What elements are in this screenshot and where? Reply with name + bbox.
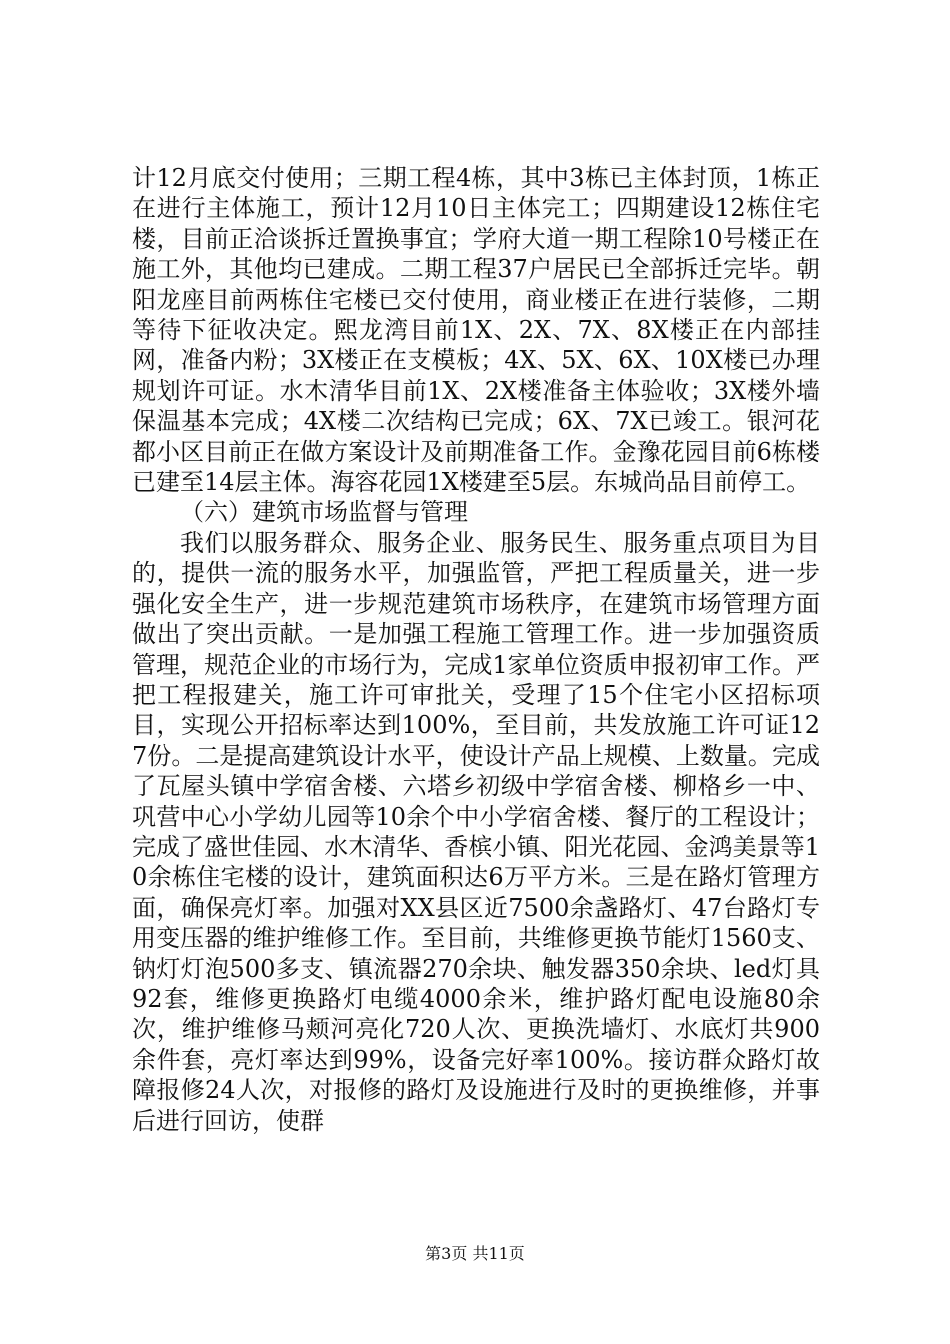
document-body (132, 163, 820, 1136)
page-number-label: 第3页 共11页 (425, 1244, 525, 1263)
paragraph-body: 我们以服务群众、服务企业、服务民生、服务重点项目为目的，提供一流的服务水平，加强监管，严把工程质量关，进一步强化安全生产，进一步规范建筑市场秩序，在建筑市场管理方面做出了突出贡献。一是加强工程施工管理工作。进一步加强资质管理，规范企业的市场行为，完成1家单位资质申报初审工作。严把工程报建关，施工许可审批关，受理了15个住宅小区招标项目，实现公开招标率达到100%，至目前，共发放施工许可证127份。二是提高建筑设计水平，使设计产品上规模、上数量。完成了瓦屋头镇中学宿舍楼、六塔乡初级中学宿舍楼、柳格乡一中、巩营中心小学幼儿园等10余个中小学宿舍楼、餐厅的工程设计；完成了盛世佳园、水木清华、香槟小镇、阳光花园、金鸿美景等10余栋住宅楼的设计，建筑面积达6万平方米。三是在路灯管理方面，确保亮灯率。加强对XX县区近7500余盏路灯、47台路灯专用变压器的维护维修工作。至目前，共维修更换节能灯1560支、钠灯灯泡500多支、镇流器270余块、触发器350余块、led灯具92套，维修更换路灯电缆4000余米，维护路灯配电设施80余次，维护维修马颊河亮化720人次、更换洗墙灯、水底灯共900余件套，亮灯率达到99%，设备完好率100%。接访群众路灯故障报修24人次，对报修的路灯及设施进行及时的更换维修，并事后进行回访，使群 (132, 528, 820, 1135)
paragraph-continuation: 计12月底交付使用；三期工程4栋，其中3栋已主体封顶，1栋正在进行主体施工，预计12月10日主体完工；四期建设12栋住宅楼，目前正洽谈拆迁置换事宜；学府大道一期工程除10号楼正在施工外，其他均已建成。二期工程37户居民已全部拆迁完毕。朝阳龙座目前两栋住宅楼已交付使用，商业楼正在进行装修，二期等待下征收决定。熙龙湾目前1X、2X、7X、8X楼正在内部挂网，准备内粉；3X楼正在支模板；4X、5X、6X、10X楼已办理规划许可证。水木清华目前1X、2X楼准备主体验收；3X楼外墙保温基本完成；4X楼二次结构已完成；6X、7X已竣工。银河花都小区目前正在做方案设计及前期准备工作。金豫花园目前6栋楼已建至14层主体。海容花园1X楼建至5层。东城尚品目前停工。 (132, 164, 820, 497)
page-footer (0, 1244, 950, 1264)
section-heading: （六）建筑市场监督与管理 (180, 498, 468, 527)
